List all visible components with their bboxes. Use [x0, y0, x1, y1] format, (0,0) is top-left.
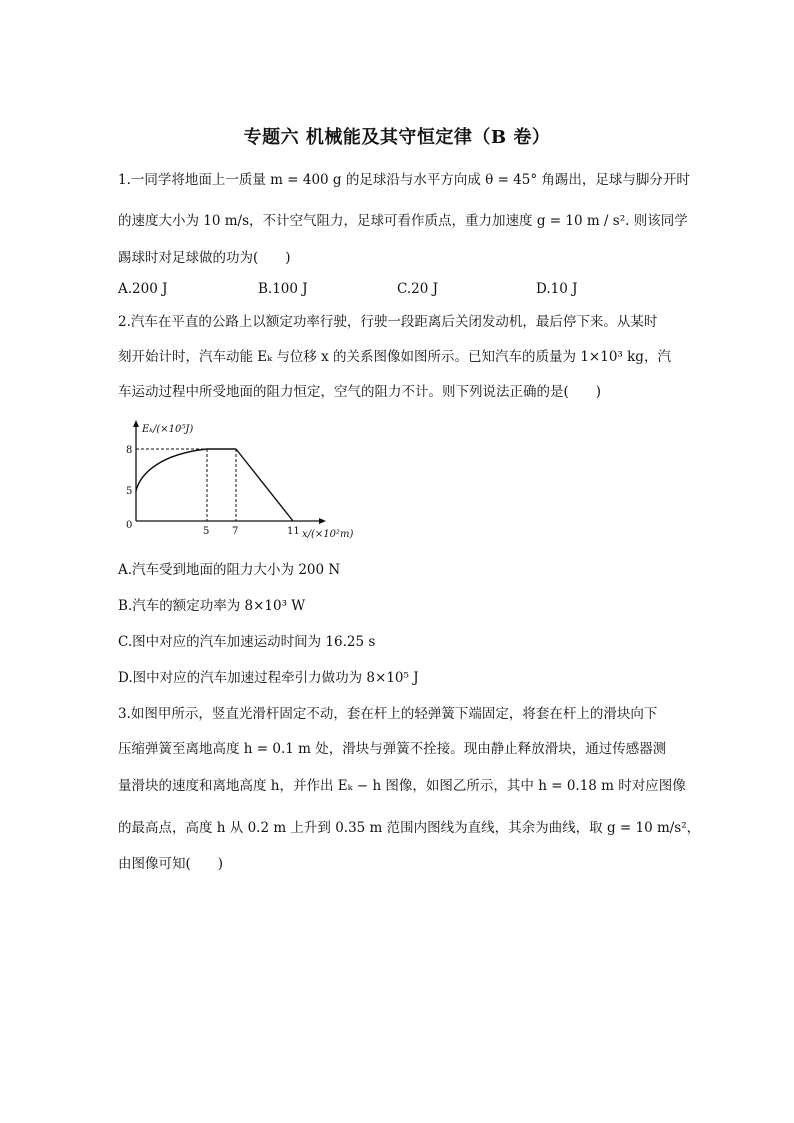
q1-text-line3: 踢球时对足球做的功为( ) [118, 250, 291, 266]
y-tick-8: 8 [126, 445, 133, 456]
q3-text-line1: 3.如图甲所示，竖直光滑杆固定不动，套在杆上的轻弹簧下端固定，将套在杆上的滑块向下 [118, 706, 658, 722]
x-axis-label: x/(×10²m) [302, 529, 354, 540]
y-axis-arrow [133, 420, 139, 427]
q2-option-b: B.汽车的额定功率为 8×10³ W [118, 598, 306, 614]
x-tick-11: 11 [287, 526, 300, 537]
page-title: 专题六 机械能及其守恒定律（B 卷） [243, 127, 551, 148]
y-tick-5: 5 [126, 486, 133, 497]
q1-option-d: D.10 J [536, 281, 578, 297]
deceleration-line [236, 449, 293, 521]
q3-text-line4: 的最高点，高度 h 从 0.2 m 上升到 0.35 m 范围内图线为直线，其余为曲线，取 g = 10 m/s²， [118, 820, 701, 836]
q1-text-line2: 的速度大小为 10 m/s，不计空气阻力，足球可看作质点，重力加速度 g = 10 m / s². 则该同学 [118, 213, 688, 229]
q3-text-line5: 由图像可知( ) [118, 856, 224, 872]
x-tick-7: 7 [232, 526, 239, 537]
q1-option-c: C.20 J [397, 281, 439, 297]
q2-option-c: C.图中对应的汽车加速运动时间为 16.25 s [118, 634, 376, 650]
x-tick-5: 5 [203, 526, 210, 537]
q2-option-d: D.图中对应的汽车加速过程牵引力做功为 8×10⁵ J [118, 670, 419, 686]
q2-text-line1: 2.汽车在平直的公路上以额定功率行驶，行驶一段距离后关闭发动机，最后停下来。从某时 [118, 314, 658, 330]
q1-text-line1: 1.一同学将地面上一质量 m = 400 g 的足球沿与水平方向成 θ = 45° 角踢出，足球与脚分开时 [118, 172, 690, 188]
q2-text-line2: 刻开始计时，汽车动能 Eₖ 与位移 x 的关系图像如图所示。已知汽车的质量为 1×10³ kg，汽 [118, 349, 671, 365]
q1-option-b: B.100 J [258, 281, 308, 297]
acceleration-curve [136, 449, 207, 491]
q3-text-line2: 压缩弹簧至离地高度 h = 0.1 m 处，滑块与弹簧不拴接。现由静止释放滑块，通过传感器测 [118, 741, 667, 757]
ek-x-graph [110, 410, 360, 540]
y-tick-0: 0 [126, 520, 133, 531]
q1-option-a: A.200 J [118, 281, 168, 297]
y-axis-label: Eₖ/(×10⁵J) [142, 424, 194, 435]
q2-text-line3: 车运动过程中所受地面的阻力恒定，空气的阻力不计。则下列说法正确的是( ) [118, 384, 602, 400]
x-axis-arrow [319, 518, 326, 524]
q3-text-line3: 量滑块的速度和离地高度 h，并作出 Eₖ − h 图像，如图乙所示，其中 h = 0.18 m 时对应图像 [118, 778, 686, 794]
q2-option-a: A.汽车受到地面的阻力大小为 200 N [118, 562, 341, 578]
